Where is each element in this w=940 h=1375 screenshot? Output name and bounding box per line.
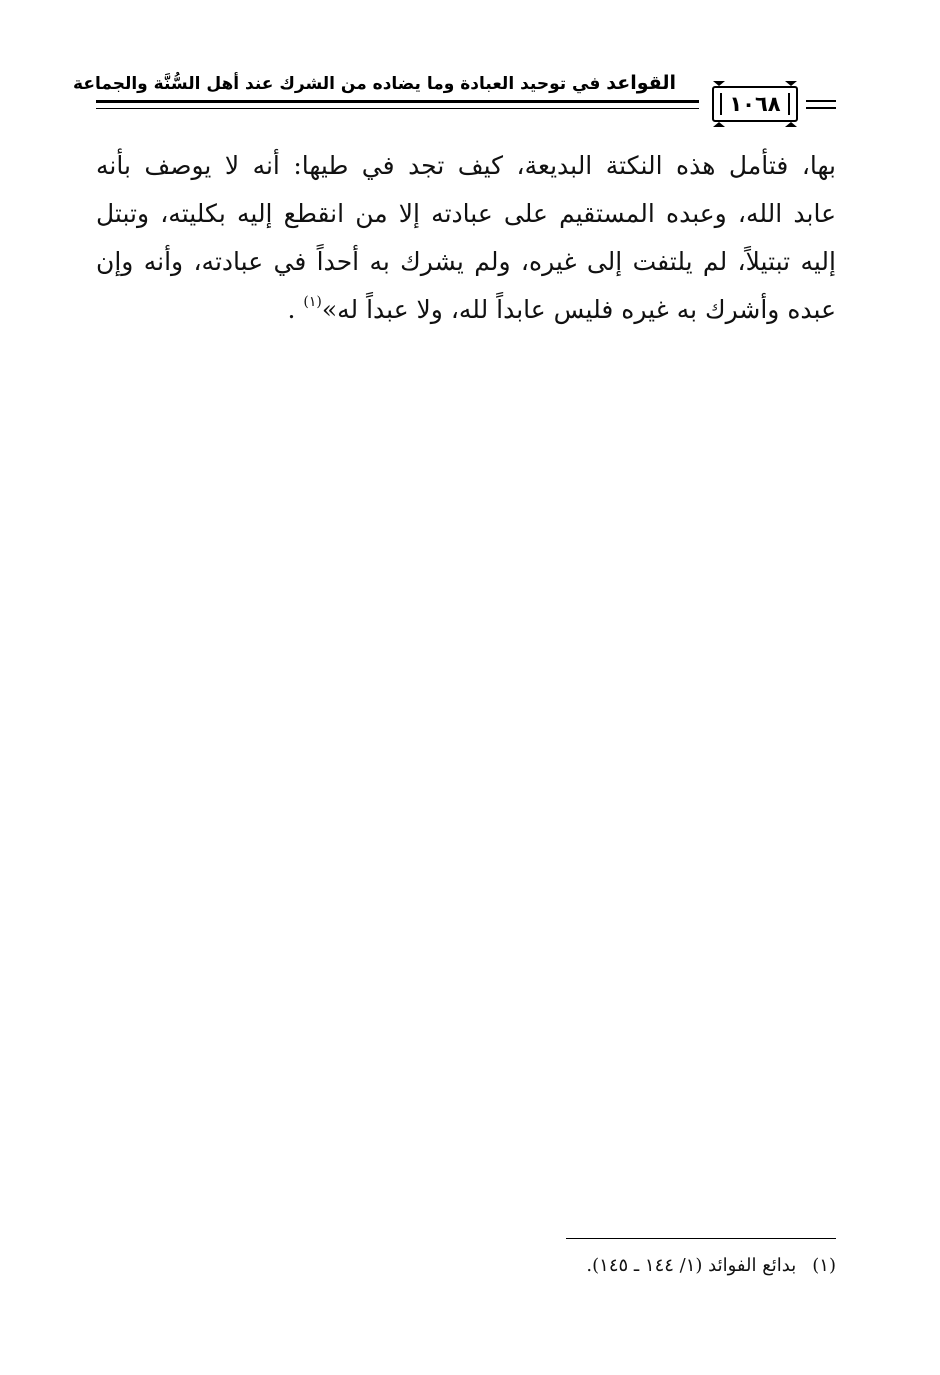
header-rule-thick xyxy=(96,100,699,103)
footnote-marker: (١) xyxy=(812,1255,836,1276)
page-number-ornament-icon xyxy=(785,122,797,127)
body-line: عابد الله، وعبده المستقيم على عبادته إلا من انقطع إليه بكليته، وتبتل xyxy=(96,199,836,228)
footnote-text: بدائع الفوائد (١/ ١٤٤ ـ ١٤٥). xyxy=(586,1255,797,1276)
footnote xyxy=(400,1251,836,1281)
footnote-separator xyxy=(566,1238,836,1239)
running-header-title xyxy=(73,72,676,94)
header-title-rest: في توحيد العبادة وما يضاده من الشرك عند أهل السُّنَّة والجماعة xyxy=(73,74,607,94)
header-rule-right-bottom xyxy=(806,107,836,109)
body-line: إليه تبتيلاً، لم يلتفت إلى غيره، ولم يشرك به أحداً في عبادته، وأنه وإن xyxy=(96,247,836,276)
page-number: ١٠٦٨ xyxy=(729,91,781,116)
body-line: عبده وأشرك به غيره فليس عابداً لله، ولا عبداً له» xyxy=(321,295,836,324)
body-line-last xyxy=(96,286,836,334)
header-rule-thin xyxy=(96,108,699,109)
page-number-inner-frame xyxy=(720,93,790,115)
header-rule-right-top xyxy=(806,100,836,102)
page-number-frame xyxy=(712,86,798,122)
header-title-keyword: القواعد xyxy=(606,72,676,94)
body-line: بها، فتأمل هذه النكتة البديعة، كيف تجد في طيها: أنه لا يوصف بأنه xyxy=(96,151,836,180)
page-number-ornament-icon xyxy=(713,122,725,127)
body-paragraph xyxy=(96,142,836,334)
footnote-reference: (١) xyxy=(303,294,322,310)
end-mark: . xyxy=(287,295,296,324)
